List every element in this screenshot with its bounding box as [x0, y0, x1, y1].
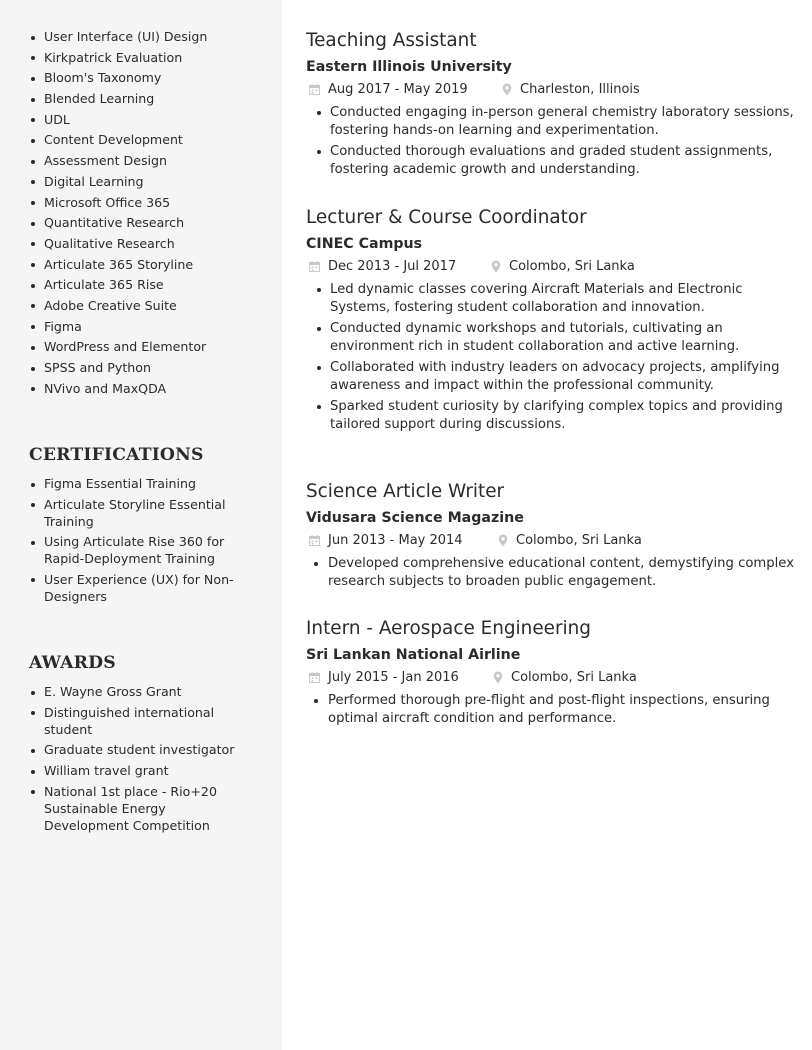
job-location: Colombo, Sri Lanka — [516, 533, 642, 548]
job-title: Intern - Aerospace Engineering — [306, 618, 591, 639]
skill-item: Blended Learning — [0, 91, 282, 112]
job-bullet: Collaborated with industry leaders on advocacy projects, amplifying awareness and impact within the professional community. — [306, 359, 796, 394]
calendar-icon — [309, 84, 320, 95]
skill-item: Bloom's Taxonomy — [0, 70, 282, 91]
certifications-heading: CERTIFICATIONS — [29, 445, 204, 465]
job-meta — [306, 532, 796, 552]
job-location: Charleston, Illinois — [520, 82, 640, 97]
job-dates: July 2015 - Jan 2016 — [328, 670, 459, 685]
job-bullet: Conducted engaging in-person general chemistry laboratory sessions, fostering hands-on learning and experimentation. — [306, 104, 796, 139]
certification-item: User Experience (UX) for Non-Designers — [0, 572, 270, 606]
job-bullet: Conducted thorough evaluations and graded student assignments, fostering academic growth and understanding. — [306, 143, 796, 178]
job-bullet: Developed comprehensive educational content, demystifying complex research subjects to broaden public engagement. — [306, 555, 796, 590]
skill-item: UDL — [0, 112, 282, 133]
job-bullets — [306, 104, 796, 178]
map-pin-icon — [491, 260, 501, 273]
certification-item: Figma Essential Training — [0, 476, 270, 493]
skill-item: User Interface (UI) Design — [0, 29, 282, 50]
certifications-list — [0, 476, 270, 610]
job-dates: Aug 2017 - May 2019 — [328, 82, 468, 97]
skill-item: Quantitative Research — [0, 215, 282, 236]
skill-item: Microsoft Office 365 — [0, 195, 282, 216]
map-pin-icon — [502, 83, 512, 96]
job-organization: Vidusara Science Magazine — [306, 510, 524, 526]
job-location: Colombo, Sri Lanka — [509, 259, 635, 274]
job-organization: Eastern Illinois University — [306, 59, 512, 75]
map-pin-icon — [493, 671, 503, 684]
calendar-icon — [309, 535, 320, 546]
skill-item: Articulate 365 Rise — [0, 277, 282, 298]
skill-item: Adobe Creative Suite — [0, 298, 282, 319]
job-bullet: Performed thorough pre-flight and post-flight inspections, ensuring optimal aircraft condition and performance. — [306, 692, 796, 727]
job-organization: Sri Lankan National Airline — [306, 647, 521, 663]
experience-section — [282, 0, 812, 1050]
award-item: Distinguished international student — [0, 705, 270, 739]
certification-item: Articulate Storyline Essential Training — [0, 497, 270, 531]
job-entry — [306, 480, 796, 594]
skill-item: Kirkpatrick Evaluation — [0, 50, 282, 71]
job-dates: Dec 2013 - Jul 2017 — [328, 259, 457, 274]
skill-item: Content Development — [0, 132, 282, 153]
skill-item: Assessment Design — [0, 153, 282, 174]
award-item: William travel grant — [0, 763, 270, 780]
skills-list — [0, 29, 282, 401]
job-organization: CINEC Campus — [306, 236, 423, 252]
award-item: National 1st place - Rio+20 Sustainable Energy Development Competition — [0, 784, 270, 834]
job-meta — [306, 258, 796, 278]
job-bullets — [306, 692, 796, 727]
map-pin-icon — [498, 534, 508, 547]
job-entry — [306, 29, 796, 182]
skill-item: Qualitative Research — [0, 236, 282, 257]
sidebar — [0, 0, 282, 1050]
job-title: Teaching Assistant — [306, 30, 477, 51]
skill-item: Figma — [0, 319, 282, 340]
job-bullet: Led dynamic classes covering Aircraft Materials and Electronic Systems, fostering student collaboration and innovation. — [306, 281, 796, 316]
job-bullet: Sparked student curiosity by clarifying complex topics and providing tailored support during discussions. — [306, 398, 796, 433]
awards-heading: AWARDS — [29, 653, 116, 673]
job-bullets — [306, 555, 796, 590]
calendar-icon — [309, 261, 320, 272]
job-bullets — [306, 281, 796, 433]
award-item: E. Wayne Gross Grant — [0, 684, 270, 701]
job-meta — [306, 81, 796, 101]
skill-item: WordPress and Elementor — [0, 339, 282, 360]
job-meta — [306, 669, 796, 689]
job-bullet: Conducted dynamic workshops and tutorials, cultivating an environment rich in student collaboration and active learning. — [306, 320, 796, 355]
job-entry — [306, 617, 796, 731]
skill-item: Articulate 365 Storyline — [0, 257, 282, 278]
job-dates: Jun 2013 - May 2014 — [328, 533, 463, 548]
skill-item: SPSS and Python — [0, 360, 282, 381]
certification-item: Using Articulate Rise 360 for Rapid-Deployment Training — [0, 534, 270, 568]
job-title: Lecturer & Course Coordinator — [306, 207, 587, 228]
calendar-icon — [309, 672, 320, 683]
awards-list — [0, 684, 270, 838]
job-entry — [306, 206, 796, 437]
skill-item: Digital Learning — [0, 174, 282, 195]
job-title: Science Article Writer — [306, 481, 505, 502]
skill-item: NVivo and MaxQDA — [0, 381, 282, 402]
award-item: Graduate student investigator — [0, 742, 270, 759]
job-location: Colombo, Sri Lanka — [511, 670, 637, 685]
